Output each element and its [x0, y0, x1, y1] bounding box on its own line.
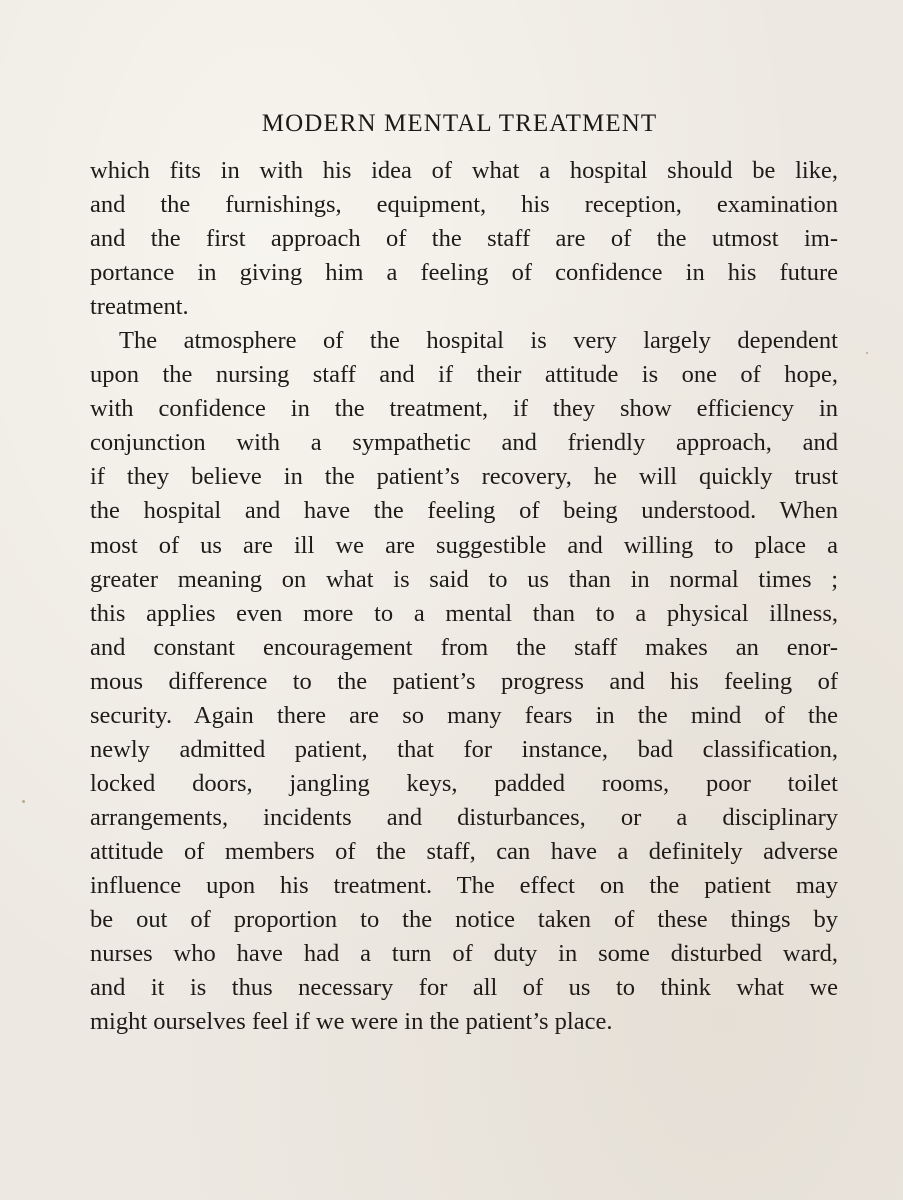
text-line: be out of proportion to the notice taken of these things by	[90, 906, 838, 934]
text-line: mous difference to the patient’s progress and his feeling of	[90, 667, 838, 695]
text-line: upon the nursing staff and if their attitude is one of hope,	[90, 361, 838, 389]
text-line: influence upon his treatment. The effect on the patient may	[90, 871, 838, 899]
text-line: and the furnishings, equipment, his reception, examination	[90, 191, 838, 219]
text-line: portance in giving him a feeling of confidence in his future	[90, 259, 838, 287]
paper-speck	[866, 352, 868, 354]
text-line: most of us are ill we are suggestible and willing to place a	[90, 531, 838, 559]
text-line: nurses who have had a turn of duty in some disturbed ward,	[90, 940, 838, 968]
text-line: arrangements, incidents and disturbances, or a disciplinary	[90, 803, 838, 831]
text-line: The atmosphere of the hospital is very largely dependent	[119, 327, 838, 355]
text-line: and constant encouragement from the staff makes an enor-	[90, 633, 838, 661]
text-line: locked doors, jangling keys, padded rooms, poor toilet	[90, 769, 838, 797]
text-line: if they believe in the patient’s recovery, he will quickly trust	[90, 463, 838, 491]
text-line: and the first approach of the staff are of the utmost im-	[90, 225, 838, 253]
text-line: this applies even more to a mental than to a physical illness,	[90, 599, 838, 627]
text-line: the hospital and have the feeling of being understood. When	[90, 497, 838, 525]
running-head: MODERN MENTAL TREATMENT	[261, 110, 658, 137]
text-line: with confidence in the treatment, if they show efficiency in	[90, 395, 838, 423]
text-line: conjunction with a sympathetic and friendly approach, and	[90, 429, 838, 457]
text-line: which fits in with his idea of what a hospital should be like,	[90, 157, 838, 184]
text-line: attitude of members of the staff, can have a definitely adverse	[90, 837, 838, 865]
text-line: newly admitted patient, that for instance, bad classification,	[90, 735, 838, 763]
paper-speck	[22, 800, 25, 803]
text-line: treatment.	[90, 293, 189, 321]
body-text	[90, 154, 838, 1039]
text-line: security. Again there are so many fears in the mind of the	[90, 701, 838, 729]
text-line: and it is thus necessary for all of us to think what we	[90, 974, 838, 1002]
text-line: greater meaning on what is said to us than in normal times ;	[90, 565, 838, 593]
text-line: might ourselves feel if we were in the patient’s place.	[90, 1008, 613, 1036]
